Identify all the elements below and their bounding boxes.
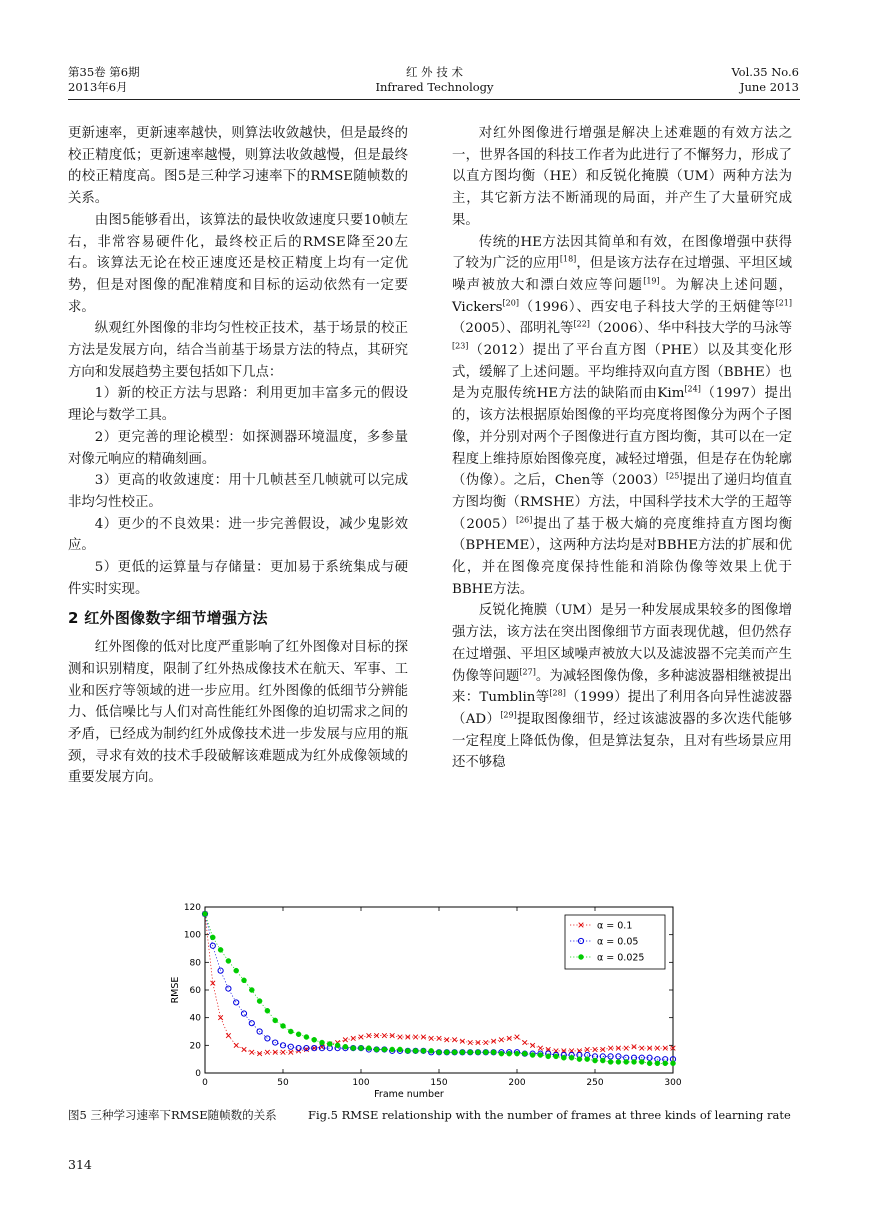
citation: [22]: [573, 319, 590, 329]
data-point: [515, 1051, 520, 1056]
data-point: [288, 1029, 293, 1034]
text-run: （2006）、华中科技大学的马泳等: [589, 321, 792, 337]
data-point: [312, 1037, 317, 1042]
paragraph: [452, 232, 792, 601]
citation: [21]: [775, 298, 792, 308]
figure-caption: [68, 1107, 808, 1123]
citation: [23]: [452, 341, 469, 351]
data-point: [522, 1051, 527, 1056]
data-point: [405, 1048, 410, 1053]
y-axis-label: RMSE: [170, 976, 181, 1004]
data-point: [671, 1061, 676, 1066]
data-point: [359, 1046, 364, 1051]
y-tick-label: 20: [189, 1041, 201, 1052]
list-item: 5）更低的运算量与存储量：更加易于系统集成与硬件实时实现。: [68, 560, 408, 597]
data-point: [249, 988, 254, 993]
data-point: [327, 1041, 332, 1046]
y-tick-label: 80: [189, 958, 201, 969]
data-point: [468, 1050, 473, 1055]
data-point: [632, 1059, 637, 1064]
x-tick-label: 100: [352, 1078, 370, 1088]
data-point: [234, 968, 239, 973]
journal-issue-info-en: [731, 65, 799, 95]
data-point: [530, 1053, 535, 1058]
data-point: [343, 1044, 348, 1049]
data-point: [452, 1050, 457, 1055]
citation: [25]: [666, 471, 683, 481]
list-item: 4）更少的不良效果：进一步完善假设，减少鬼影效应。: [68, 516, 408, 554]
citation: [29]: [500, 710, 517, 720]
text-run: （1996）、西安电子科技大学的王炳健等: [518, 299, 776, 315]
data-point: [382, 1047, 387, 1052]
data-point: [538, 1053, 543, 1058]
paragraph: 红外图像的低对比度严重影响了红外图像对目标的探测和识别精度，限制了红外热成像技术在航天、军事、工业和医疗等领域的进一步应用。红外图像的低细节分辨能力、低信噪比与人们对高性能红外图像的迫切需求之间的矛盾，已经成为制约红外成像技术进一步发展与应用的瓶颈，寻求有效的技术手段破解该难题成为红外成像领域的重要发展方向。: [68, 640, 408, 786]
data-point: [398, 1047, 403, 1052]
section-heading: 2 红外图像数字细节增强方法: [68, 609, 268, 628]
paragraph: 由图5能够看出，该算法的最快收敛速度只要10帧左右，非常容易硬件化，最终校正后的RMSE降至20左右。该算法无论在校正速度还是校正精度上均有一定优势，但是对图像的配准精度和目标的运动依然有一定要求。: [68, 212, 408, 315]
data-point: [437, 1050, 442, 1055]
data-point: [476, 1050, 481, 1055]
data-point: [499, 1051, 504, 1056]
issue-date: 2013年6月: [68, 80, 128, 94]
citation: [28]: [549, 688, 566, 698]
x-tick-label: 300: [664, 1078, 682, 1088]
paragraph: 更新速率，更新速率越快，则算法收敛越快，但是最终的校正精度低；更新速率越慢，则算法收敛越慢，但是最终的校正精度高。图5是三种学习速率下的RMSE随帧数的关系。: [68, 126, 408, 207]
list-item: 2）更完善的理论模型：如探测器环境温度，多参量对像元响应的精确刻画。: [68, 429, 408, 467]
citation: [19]: [643, 276, 660, 286]
legend-label: α = 0.025: [597, 952, 645, 964]
data-point: [483, 1050, 488, 1055]
data-point: [242, 978, 247, 983]
data-point: [624, 1059, 629, 1064]
data-point: [585, 1057, 590, 1062]
data-point: [507, 1051, 512, 1056]
text-run: （2012）提出了平台直方图（PHE）以及其变化形式，缓解了上述问题。平均维持双向直方图（BBHE）也是为克服传统HE方法的缺陷而由Kim: [452, 343, 792, 402]
left-column: [68, 123, 408, 789]
y-tick-label: 40: [189, 1013, 201, 1024]
header-rule: [68, 99, 800, 100]
volume-issue: 第35卷 第6期: [68, 65, 140, 79]
data-point: [569, 1055, 574, 1060]
data-point: [491, 1050, 496, 1055]
y-tick-label: 60: [189, 986, 201, 996]
data-point: [335, 1043, 340, 1048]
journal-title-cn: 红 外 技 术: [406, 65, 463, 79]
caption-en: Fig.5 RMSE relationship with the number of frames at three kinds of learning rate: [308, 1108, 791, 1122]
x-tick-label: 250: [586, 1078, 604, 1088]
x-tick-label: 200: [508, 1078, 526, 1088]
data-point: [554, 1054, 559, 1059]
data-point: [304, 1035, 309, 1040]
data-point: [639, 1059, 644, 1064]
text-run: 提出了递归均值直方图均衡（RMSHE）方法，中国科学技术大学的王超等（2005）: [452, 473, 793, 532]
data-point: [655, 1061, 660, 1066]
legend: [565, 915, 665, 969]
data-point: [296, 1032, 301, 1037]
citation: [24]: [684, 384, 701, 394]
data-point: [218, 947, 223, 952]
data-point: [663, 1061, 668, 1066]
data-point: [366, 1046, 371, 1051]
paragraph: 对红外图像进行增强是解决上述难题的有效方法之一，世界各国的科技工作者为此进行了不懈努力，形成了以直方图均衡（HE）和反锐化掩膜（UM）两种方法为主，其它新方法不断涌现的局面，并产生了大量研究成果。: [452, 126, 792, 228]
data-point: [444, 1050, 449, 1055]
x-tick-label: 50: [277, 1078, 289, 1088]
rmse-chart: [150, 895, 690, 1100]
data-point: [616, 1059, 621, 1064]
text-run: （2005）、邵明礼等: [452, 321, 574, 337]
data-point: [210, 935, 215, 940]
x-axis-label: Frame number: [374, 1089, 444, 1100]
data-point: [546, 1054, 551, 1059]
data-point: [429, 1048, 434, 1053]
journal-title-en: Infrared Technology: [375, 80, 494, 94]
text-run: ，但是该方法存在过增强、平坦区域噪声被放大和漂白效应等问题: [452, 256, 792, 293]
data-point: [226, 958, 231, 963]
legend-label: α = 0.1: [597, 920, 633, 932]
paragraph: [452, 600, 792, 774]
data-point: [600, 1058, 605, 1063]
y-tick-label: 0: [195, 1069, 201, 1079]
data-point: [257, 999, 262, 1004]
data-point: [374, 1047, 379, 1052]
text-run: 。为解决上述问题，Vickers: [452, 277, 793, 315]
y-tick-label: 120: [183, 903, 201, 913]
text-run: 。为减轻图像伪像，多种滤波器相继被提出来：Tumblin等: [452, 668, 793, 706]
text-run: 提出了基于极大熵的亮度维持直方图均衡（BPHEME），这两种方法均是对BBHE方法的扩展和优化，并在图像亮度保持性能和消除伪像等效果上优于BBHE方法。: [452, 516, 793, 597]
text-run: （1997）提出的，该方法根据原始图像的平均亮度将图像分为两个子图像，并分别对两个子图像进行直方图均衡，其可以在一定程度上维持原始图像亮度，减轻过增强，但是存在伪轮廓（伪像）。之后，Chen等（2003）: [452, 386, 793, 489]
data-point: [351, 1046, 356, 1051]
citation: [20]: [502, 298, 519, 308]
data-point: [608, 1059, 613, 1064]
volume-issue-en: Vol.35 No.6: [731, 65, 799, 79]
text-run: 反锐化掩膜（UM）是另一种发展成果较多的图像增强方法，该方法在突出图像细节方面表现优越，但仍然存在过增强、平坦区域噪声被放大以及滤波器不完美而产生伪像等问题: [452, 603, 792, 684]
text-run: （1999）提出了利用各向异性滤波器（AD）: [452, 690, 793, 727]
data-point: [203, 911, 208, 916]
data-point: [460, 1050, 465, 1055]
page-number: 314: [68, 1157, 92, 1172]
paragraph: 纵观红外图像的非均匀性校正技术，基于场景的校正方法是发展方向，结合当前基于场景方法的特点，其研究方向和发展趋势主要包括如下几点：: [68, 321, 408, 380]
issue-date-en: June 2013: [739, 80, 799, 94]
text-run: 提取图像细节，经过该滤波器的多次迭代能够一定程度上降低伪像，但是算法复杂，且对有些场景应用还不够稳: [452, 711, 793, 771]
data-point: [577, 1057, 582, 1062]
x-tick-label: 0: [202, 1078, 208, 1088]
data-point: [320, 1040, 325, 1045]
figure-5: [150, 895, 690, 1104]
data-point: [265, 1008, 270, 1013]
data-point: [273, 1018, 278, 1023]
legend-marker: [579, 955, 584, 960]
citation: [27]: [519, 667, 536, 677]
x-tick-label: 150: [430, 1078, 448, 1088]
legend-label: α = 0.05: [597, 936, 639, 948]
data-point: [593, 1058, 598, 1063]
data-point: [413, 1048, 418, 1053]
data-point: [281, 1023, 286, 1028]
citation: [18]: [559, 254, 577, 264]
caption-cn: 图5 三种学习速率下RMSE随帧数的关系: [68, 1108, 277, 1122]
list-item: 1）新的校正方法与思路：利用更加丰富多元的假设理论与数学工具。: [68, 386, 408, 424]
data-point: [647, 1061, 652, 1066]
text-run: 传统的HE方法因其简单和有效，在图像增强中获得了较为广泛的应用: [452, 234, 792, 272]
y-tick-label: 100: [183, 930, 201, 941]
citation: [26]: [515, 515, 533, 525]
data-point: [561, 1055, 566, 1060]
data-point: [390, 1047, 395, 1052]
data-point: [421, 1048, 426, 1053]
right-column: [452, 123, 792, 774]
list-item: 3）更高的收敛速度：用十几帧甚至几帧就可以完成非均匀性校正。: [68, 473, 408, 510]
